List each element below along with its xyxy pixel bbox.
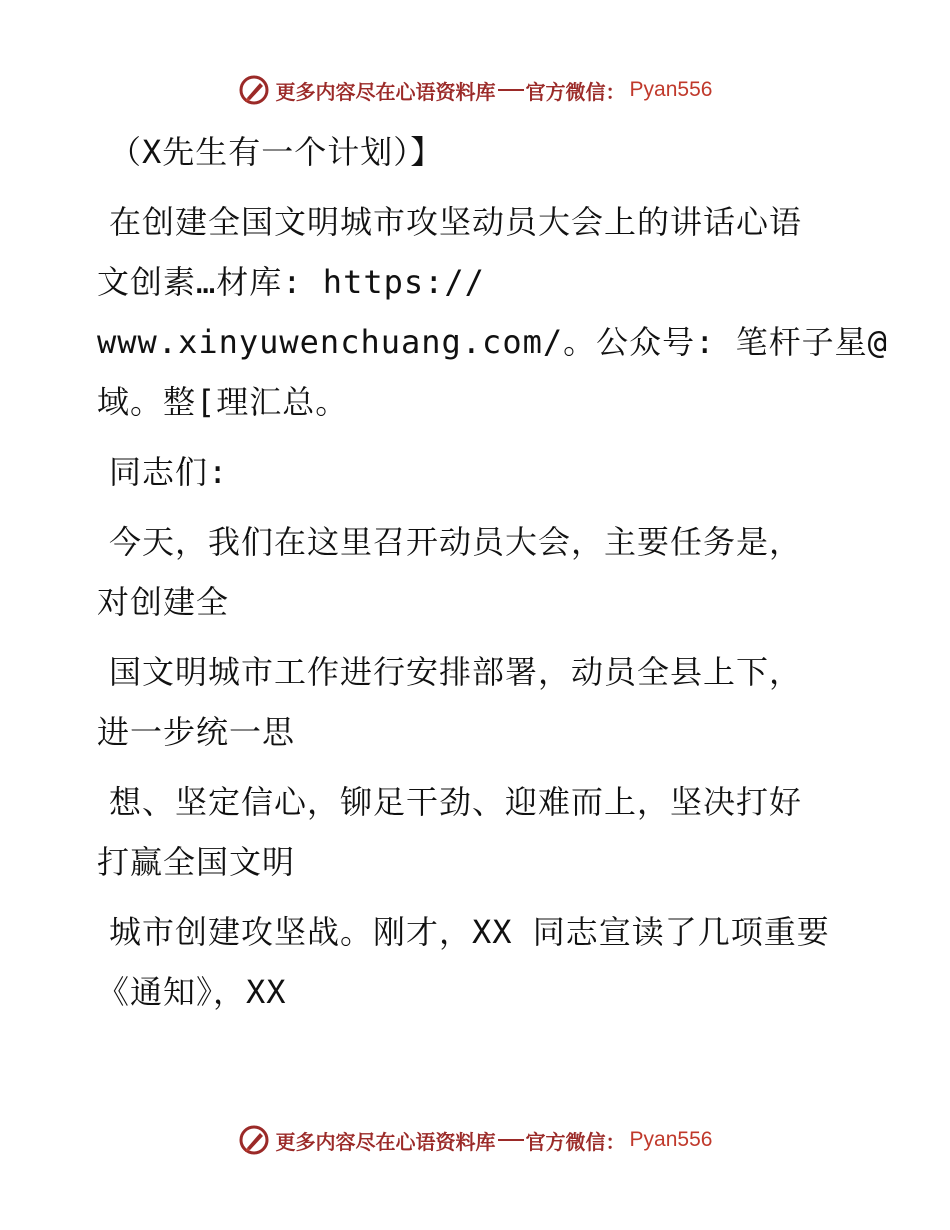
banner-wechat-id: Pyan556 [629,1128,713,1151]
banner-wechat-id: Pyan556 [629,78,713,101]
banner-text: 更多内容尽在心语资料库 [275,1129,496,1154]
header-banner [0,70,950,110]
pen-logo-icon [238,1124,270,1156]
document-body [97,122,888,1022]
footer-banner [0,1120,950,1160]
banner-wechat-label: 官方微信： [525,79,626,104]
banner-divider [498,89,524,91]
text-line: 打赢全国文明 [97,843,296,881]
pen-logo-icon [238,74,270,106]
text-line: 在创建全国文明城市攻坚动员大会上的讲话心语 [109,203,803,241]
text-line: 域。整[理汇总。 [97,383,349,421]
banner-text: 更多内容尽在心语资料库 [275,79,496,104]
text-line: （X先生有一个计划）】 [109,133,444,171]
text-line: 对创建全 [97,583,230,621]
banner-wechat-label: 官方微信： [525,1129,626,1154]
text-line: 城市创建攻坚战。刚才，XX 同志宣读了几项重要 [109,913,830,951]
text-line: 今天，我们在这里召开动员大会，主要任务是， [109,523,803,561]
text-line: 《通知》，XX [97,973,287,1011]
text-line: 文创素…材库: https:// [97,263,485,301]
text-line: www.xinyuwenchuang.com/。公众号: 笔杆子星@ [97,323,888,361]
text-line: 想、坚定信心，铆足干劲、迎难而上，坚决打好 [109,783,803,821]
text-line: 国文明城市工作进行安排部署，动员全县上下， [109,653,803,691]
banner-divider [498,1139,524,1141]
text-line: 同志们: [109,453,229,491]
text-line: 进一步统一思 [97,713,296,751]
